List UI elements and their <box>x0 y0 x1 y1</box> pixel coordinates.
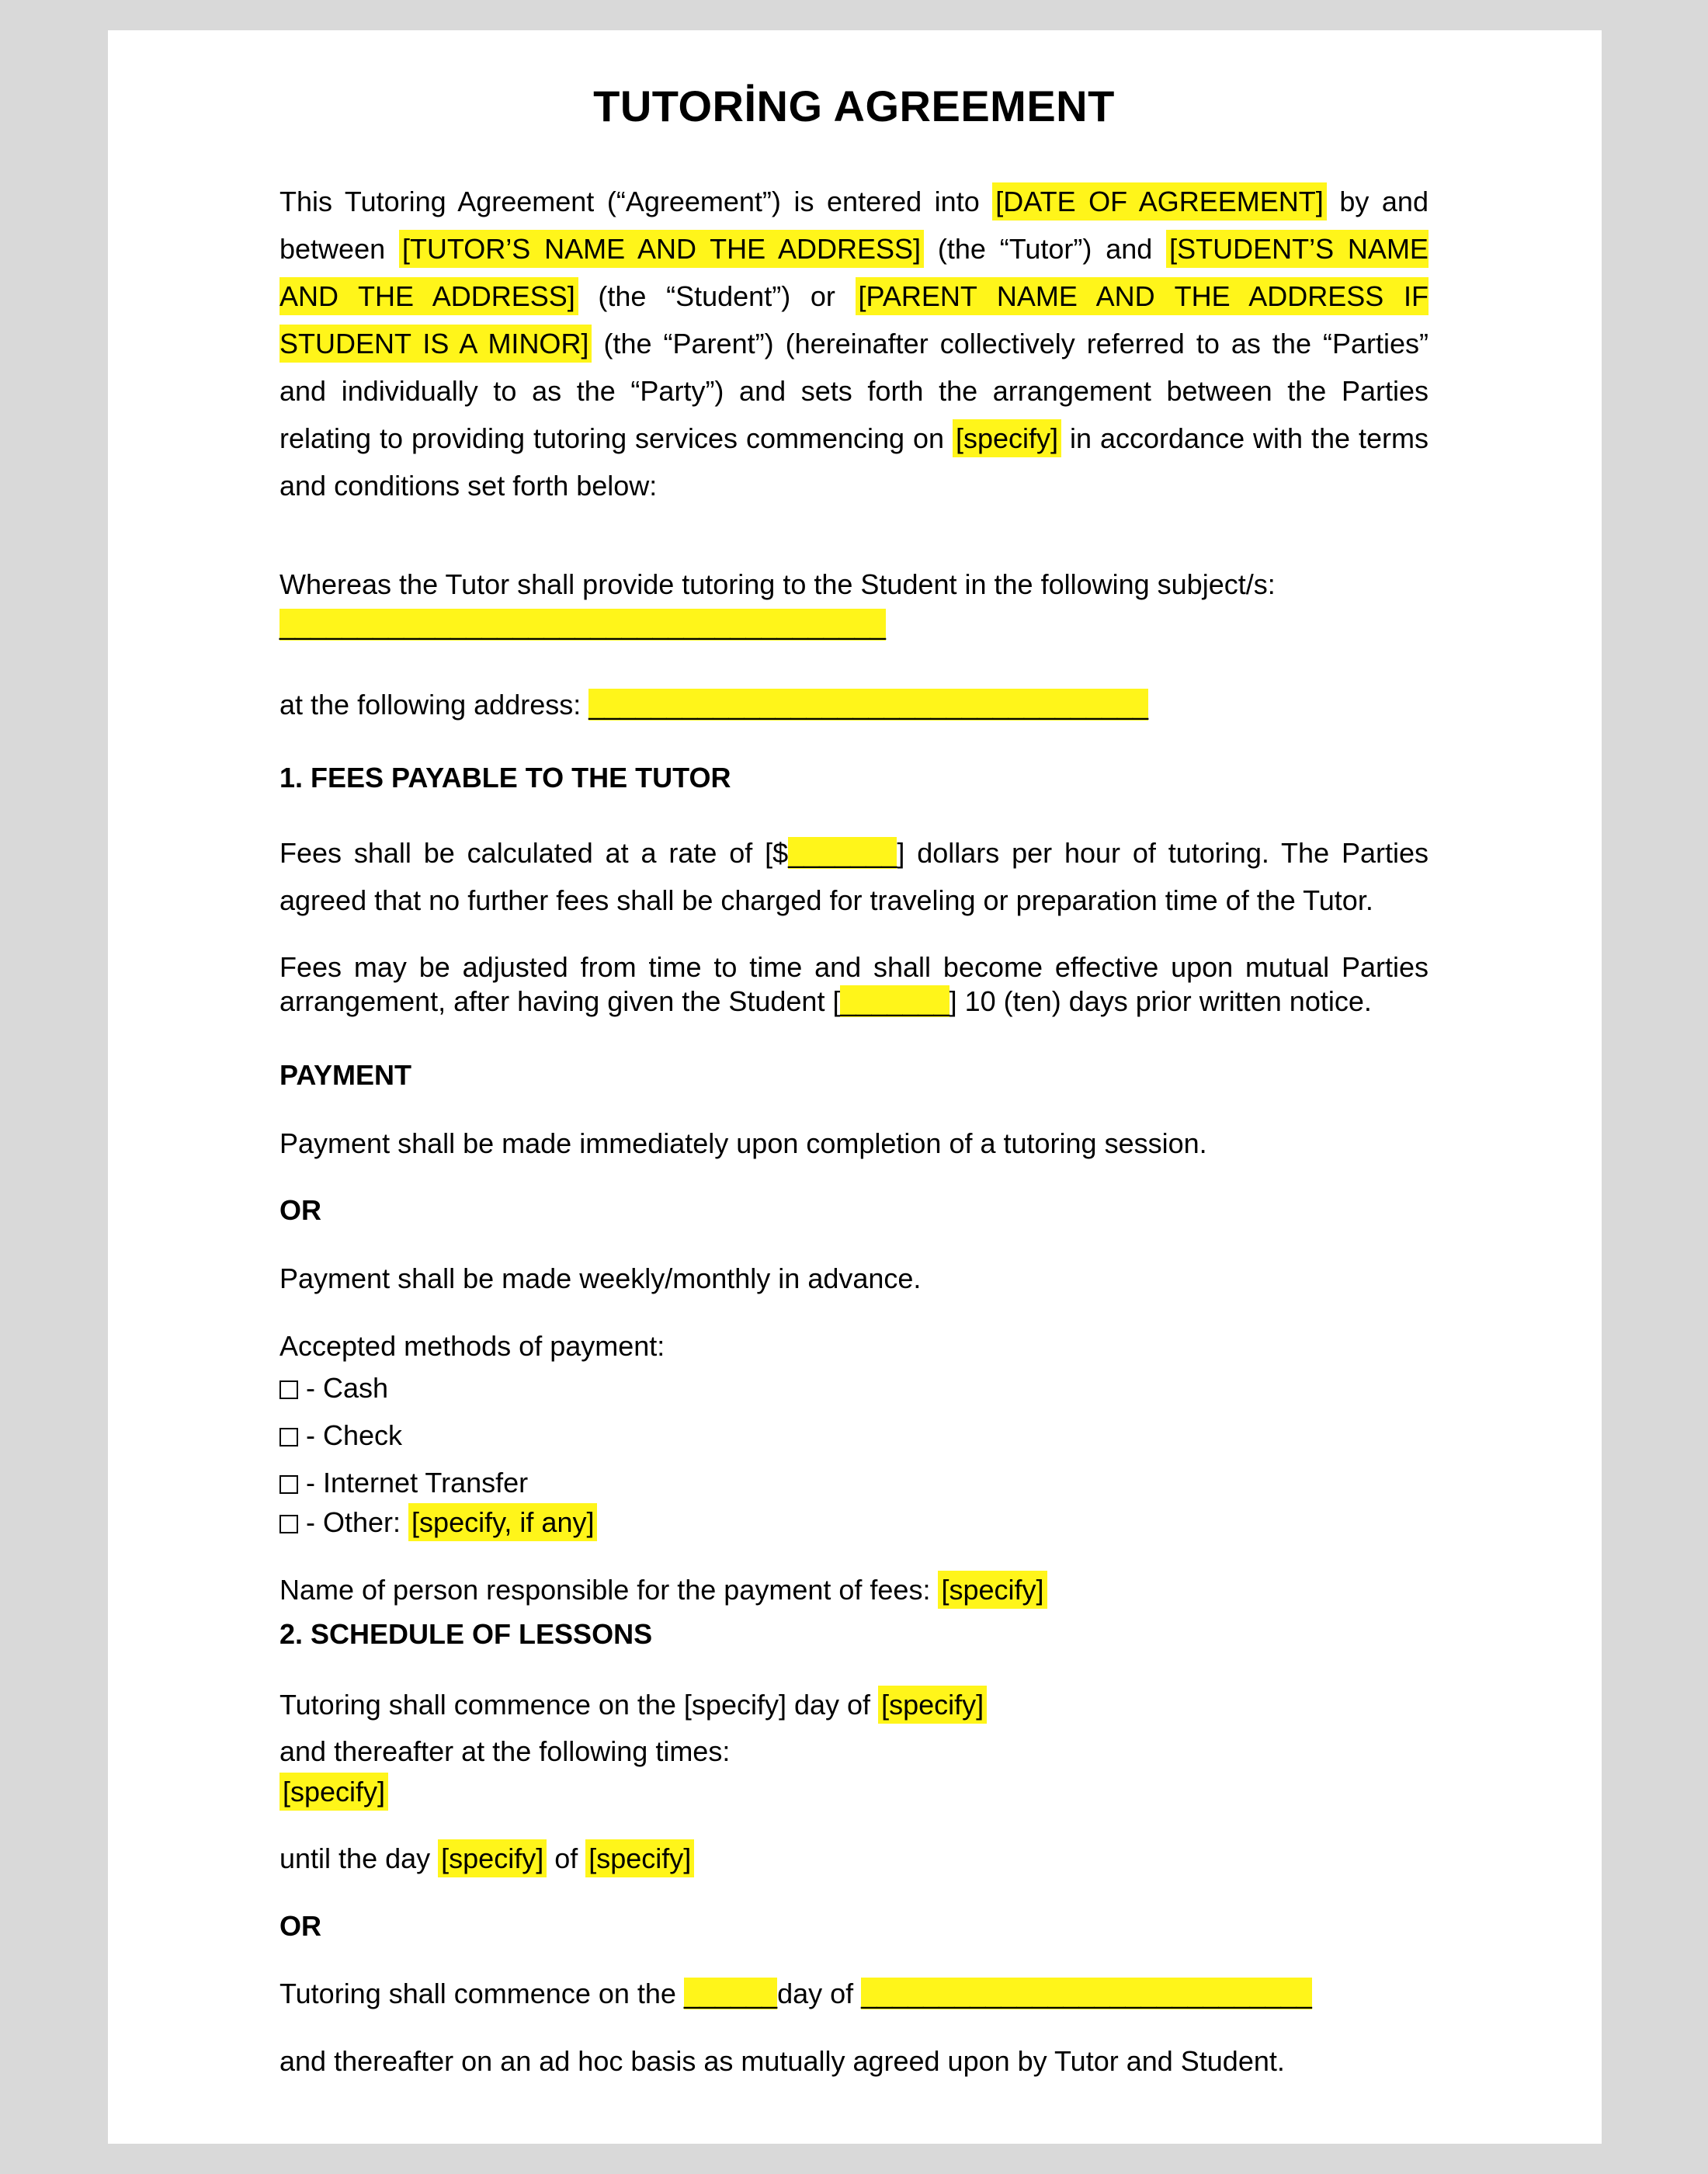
responsible-person-field[interactable]: [specify] <box>938 1571 1047 1609</box>
notice-days-field[interactable]: _______ <box>840 985 949 1017</box>
commencement-date-field[interactable]: [specify] <box>953 419 1061 457</box>
fees-paragraph-2-line1 <box>279 950 1429 985</box>
fees-paragraph-1 <box>279 829 1429 924</box>
fees-adjust-text: Fees may be adjusted from time to time and shall become effective upon mutual Parties <box>279 951 1429 983</box>
adhoc-text: and thereafter on an ad hoc basis as mutually agreed upon by Tutor and Student. <box>279 2045 1285 2077</box>
payment-option-2 <box>279 1255 1429 1302</box>
thereafter-text: and thereafter at the following times: <box>279 1735 731 1767</box>
times-line <box>279 1768 1429 1815</box>
fees-text: ] dollars per hour of tutoring. The Parties agreed that no further fees shall be charged for traveling or preparation time of the Tutor. <box>279 837 1429 916</box>
payment-method-other <box>279 1499 1429 1546</box>
tutor-name-address-field[interactable]: [TUTOR’S NAME AND THE ADDRESS] <box>399 230 924 268</box>
commence-month-blank-field[interactable]: _____________________________ <box>861 1978 1312 2009</box>
payment-method-cash <box>279 1364 1429 1412</box>
intro-text: in accordance with the terms and conditions set forth below: <box>279 422 1429 502</box>
until-month-field[interactable]: [specify] <box>585 1839 694 1877</box>
responsible-person-line <box>279 1566 1429 1613</box>
date-of-agreement-field[interactable]: [DATE OF AGREEMENT] <box>992 182 1326 221</box>
fees-text: Fees shall be calculated at a rate of [$ <box>279 837 789 869</box>
cash-checkbox[interactable] <box>279 1380 298 1399</box>
intro-text: (the “Parent”) (hereinafter collectively referred to as the “Parties” and individually to as the “Party”) and sets forth the arrangement between the Parties relating to providing tutoring services commencing on <box>279 328 1429 454</box>
intro-paragraph <box>279 178 1429 509</box>
internet-transfer-checkbox[interactable] <box>279 1475 298 1494</box>
check-label: - Check <box>306 1419 403 1451</box>
subjects-line <box>279 605 1429 645</box>
payment-or: OR <box>279 1194 321 1226</box>
section1-heading: 1. FEES PAYABLE TO THE TUTOR <box>279 762 731 794</box>
until-day-field[interactable]: [specify] <box>438 1839 547 1877</box>
payment-methods-label <box>279 1322 1429 1370</box>
intro-text: (the “Student”) or <box>598 280 835 312</box>
commence-line <box>279 1681 1429 1728</box>
payment-method-check <box>279 1412 1429 1459</box>
check-checkbox[interactable] <box>279 1428 298 1446</box>
commence-text: Tutoring shall commence on the [specify] day of <box>279 1689 871 1721</box>
methods-label-text: Accepted methods of payment: <box>279 1330 665 1362</box>
intro-text: by and between <box>279 186 1429 265</box>
section2-heading: 2. SCHEDULE OF LESSONS <box>279 1618 653 1650</box>
whereas-text: Whereas the Tutor shall provide tutoring to the Student in the following subject/s: <box>279 568 1276 600</box>
fees-adjust-text: ] 10 (ten) days prior written notice. <box>949 985 1372 1017</box>
commence-alt-line <box>279 1970 1429 2017</box>
until-of-text: of <box>554 1842 578 1874</box>
parent-name-address-field[interactable]: [PARENT NAME AND THE ADDRESS IF STUDENT IS A MINOR] <box>279 277 1429 363</box>
fees-adjust-text: arrangement, after having given the Student [ <box>279 985 841 1017</box>
responsible-label: Name of person responsible for the payment of fees: <box>279 1574 931 1606</box>
address-blank-field[interactable]: ____________________________________ <box>588 689 1149 721</box>
until-line <box>279 1835 1429 1882</box>
commence-alt-text: day of <box>777 1978 854 2009</box>
times-field[interactable]: [specify] <box>279 1773 388 1811</box>
intro-text: (the “Tutor”) and <box>937 233 1153 265</box>
commence-day-blank-field[interactable]: ______ <box>683 1978 778 2009</box>
hourly-rate-field[interactable]: _______ <box>788 837 897 869</box>
payment-option-text: Payment shall be made immediately upon completion of a tutoring session. <box>279 1127 1207 1159</box>
schedule-or: OR <box>279 1910 321 1942</box>
address-line <box>279 681 1429 728</box>
document-page <box>108 30 1602 2144</box>
cash-label: - Cash <box>306 1372 389 1404</box>
payment-option-1 <box>279 1120 1429 1167</box>
other-checkbox[interactable] <box>279 1515 298 1533</box>
payment-option-text: Payment shall be made weekly/monthly in advance. <box>279 1262 922 1294</box>
commence-month-field[interactable]: [specify] <box>878 1686 987 1724</box>
other-label: - Other: <box>306 1506 401 1538</box>
address-label: at the following address: <box>279 689 581 721</box>
subjects-blank-field[interactable]: _______________________________________ <box>279 609 886 641</box>
until-text: until the day <box>279 1842 431 1874</box>
other-method-field[interactable]: [specify, if any] <box>408 1503 597 1541</box>
document-title: TUTORİNG AGREEMENT <box>593 82 1115 130</box>
student-name-address-field[interactable]: [STUDENT’S NAME AND THE ADDRESS] <box>279 230 1429 315</box>
whereas-paragraph <box>279 561 1429 608</box>
internet-transfer-label: - Internet Transfer <box>306 1467 529 1499</box>
intro-text: This Tutoring Agreement (“Agreement”) is entered into <box>279 186 980 217</box>
commence-alt-text: Tutoring shall commence on the <box>279 1978 676 2009</box>
payment-heading: PAYMENT <box>279 1059 412 1091</box>
fees-paragraph-2-line2 <box>279 985 1429 1019</box>
adhoc-line <box>279 2037 1429 2085</box>
